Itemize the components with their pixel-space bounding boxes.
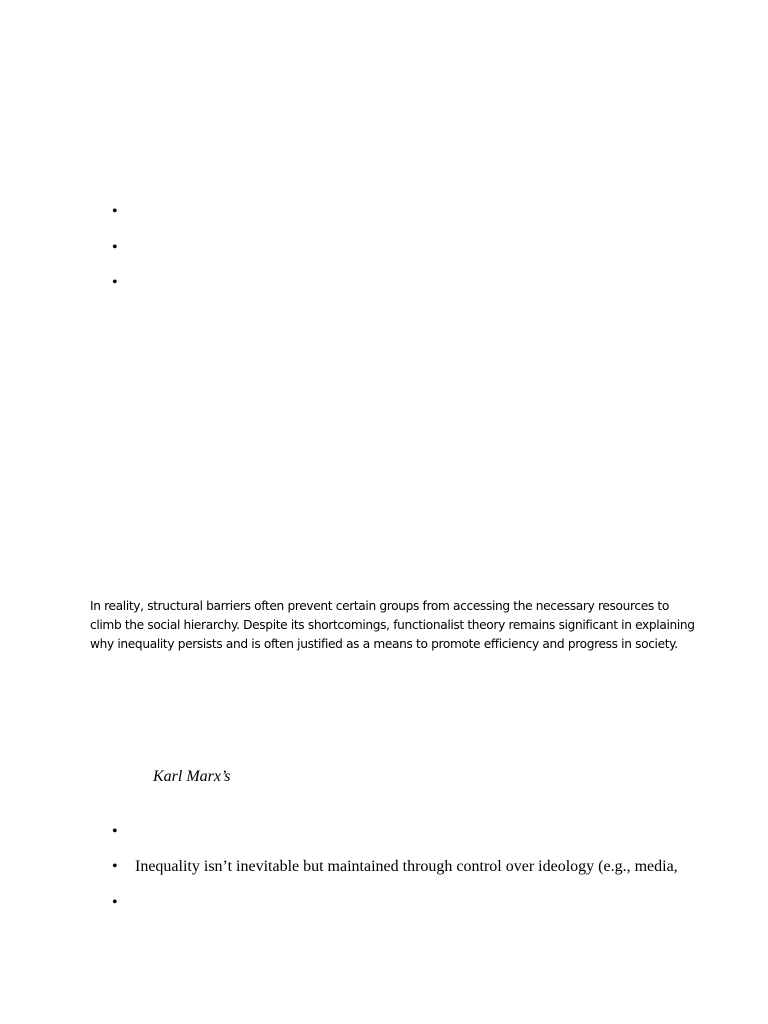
body-paragraph — [90, 597, 695, 654]
bullet-marker: • — [112, 274, 118, 291]
bullet-marker: • — [112, 239, 118, 256]
paragraph-line: climb the social hierarchy. Despite its shortcomings, functionalist theory remains significant in explaining — [90, 618, 695, 632]
bullet-marker: • — [112, 894, 118, 911]
bullet-marker: • — [112, 823, 118, 840]
paragraph-line: why inequality persists and is often justified as a means to promote efficiency and progress in society. — [90, 637, 678, 651]
bullet-marker: • — [112, 858, 118, 875]
section-heading: Karl Marx’s — [153, 768, 231, 785]
list-item-text: Inequality isn’t inevitable but maintained through control over ideology (e.g., media, — [135, 858, 678, 875]
bullet-marker: • — [112, 203, 118, 220]
paragraph-line: In reality, structural barriers often prevent certain groups from accessing the necessary resources to — [90, 599, 669, 613]
